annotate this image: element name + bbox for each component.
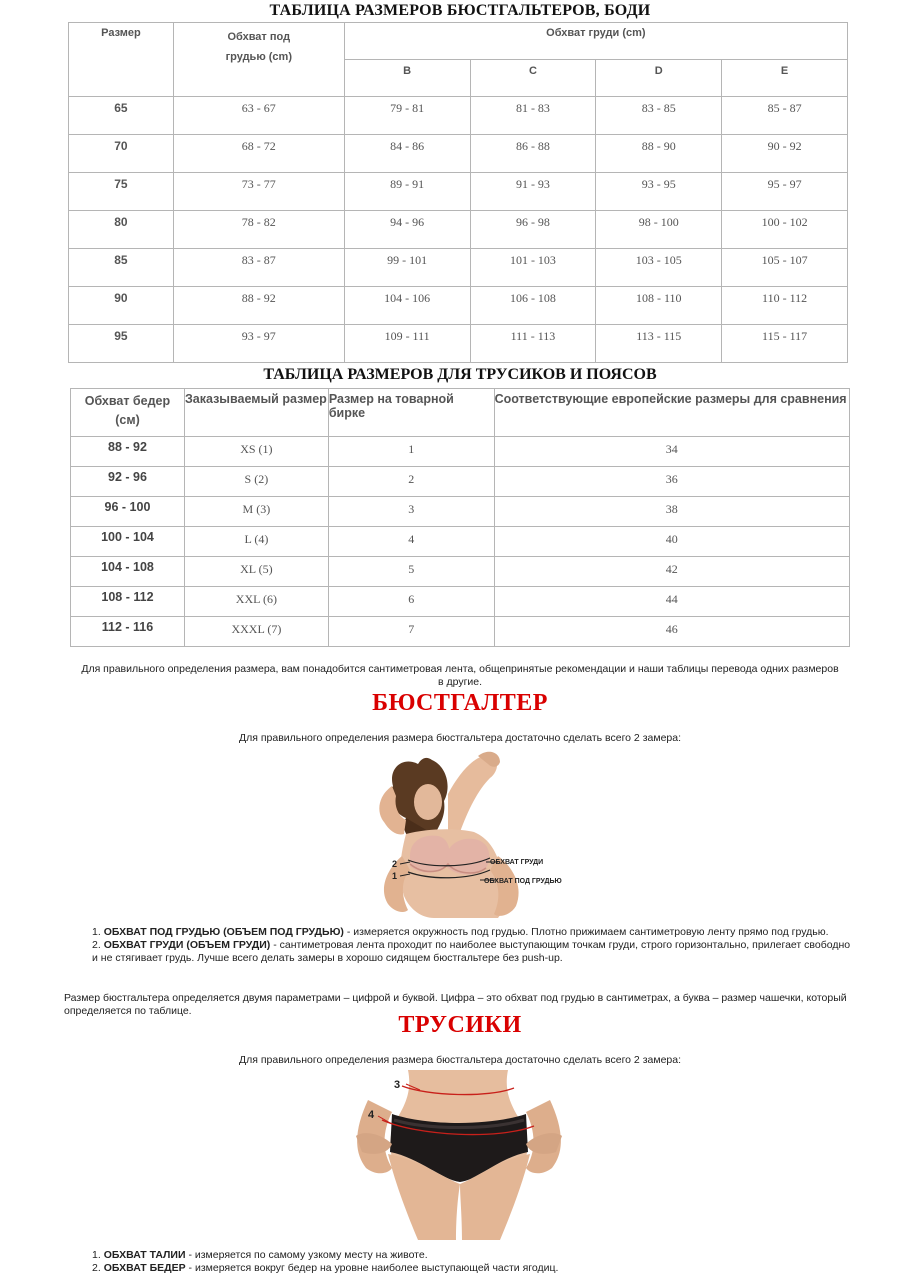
cell-tag-size: 3 [328, 497, 494, 527]
cell-cup: 81 - 83 [470, 97, 596, 135]
pant-instructions [64, 1249, 854, 1275]
pant-subtitle: Для правильного определения размера бюстгальтера достаточно сделать всего 2 замера: [239, 1054, 681, 1066]
cell-size: 65 [69, 97, 174, 135]
cell-cup: 109 - 111 [344, 325, 470, 363]
pant-item-1-title: ОБХВАТ ТАЛИИ [103, 1249, 186, 1261]
cell-cup: 86 - 88 [470, 135, 596, 173]
cell-order-size: XXXL (7) [184, 617, 328, 647]
cell-cup: 108 - 110 [596, 287, 722, 325]
cell-size: 80 [69, 211, 174, 249]
cell-hip: 112 - 116 [71, 617, 185, 647]
cell-hip: 88 - 92 [71, 437, 185, 467]
cell-order-size: XXL (6) [184, 587, 328, 617]
cell-cup: 79 - 81 [344, 97, 470, 135]
cell-eu-size: 40 [494, 527, 849, 557]
cell-cup: 85 - 87 [722, 97, 848, 135]
cell-underbust: 88 - 92 [173, 287, 344, 325]
table-row [71, 497, 850, 527]
header-order-size: Заказываемый размер [184, 389, 328, 437]
bra-size-note: Размер бюстгальтера определяется двумя параметрами – цифрой и буквой. Цифра – это обхват под грудью в сантиметрах, а буква – размер чашечки, который определяется по таблице. [64, 992, 847, 1017]
bra-measurement-photo [348, 746, 570, 918]
table-row [71, 587, 850, 617]
pant-item-2: 2. ОБХВАТ БЕДЕР - измеряется вокруг бедер на уровне наиболее выступающей части ягодиц. [92, 1262, 559, 1274]
table-row [69, 325, 848, 363]
bra-item-2: 2. ОБХВАТ ГРУДИ (ОБЪЕМ ГРУДИ) - сантиметровая лента проходит по наиболее выступающим точкам груди, строго горизонтально, прилегает свободно и не стягивает грудь. Лучше всего делать замеры в хорошо сидящем бюстгальтере без push-up. [92, 939, 851, 964]
table-row [71, 437, 850, 467]
cell-eu-size: 34 [494, 437, 849, 467]
table-row [69, 135, 848, 173]
cell-cup: 93 - 95 [596, 173, 722, 211]
cell-order-size: L (4) [184, 527, 328, 557]
cell-cup: 115 - 117 [722, 325, 848, 363]
pant-table-title: ТАБЛИЦА РАЗМЕРОВ ДЛЯ ТРУСИКОВ И ПОЯСОВ [263, 366, 657, 383]
cell-hip: 92 - 96 [71, 467, 185, 497]
bra-item-1-text: - измеряется окружность под грудью. Плотно прижимаем сантиметровую ленту прямо под грудью. [343, 926, 829, 938]
header-bust: Обхват груди (cm) [344, 23, 847, 60]
table-row [69, 287, 848, 325]
cell-eu-size: 46 [494, 617, 849, 647]
cell-size: 75 [69, 173, 174, 211]
cell-underbust: 63 - 67 [173, 97, 344, 135]
label-bust: ОБХВАТ ГРУДИ [490, 859, 544, 866]
cell-cup: 110 - 112 [722, 287, 848, 325]
header-cup-b: B [344, 60, 470, 97]
cell-cup: 96 - 98 [470, 211, 596, 249]
header-underbust: Обхват под грудью (cm) [173, 23, 344, 97]
table-row [69, 211, 848, 249]
cell-hip: 96 - 100 [71, 497, 185, 527]
woman-hips-illustration [348, 1070, 570, 1240]
header-tag-size: Размер на товарной бирке [328, 389, 494, 437]
table-row [71, 617, 850, 647]
cell-cup: 111 - 113 [470, 325, 596, 363]
table-row [69, 97, 848, 135]
cell-underbust: 78 - 82 [173, 211, 344, 249]
table-row [71, 527, 850, 557]
bra-subtitle: Для правильного определения размера бюстгальтера достаточно сделать всего 2 замера: [239, 732, 681, 744]
cell-cup: 83 - 85 [596, 97, 722, 135]
pant-measurement-photo [348, 1070, 570, 1240]
label-num-3: 3 [394, 1079, 401, 1091]
cell-cup: 91 - 93 [470, 173, 596, 211]
cell-eu-size: 44 [494, 587, 849, 617]
bra-item-1: 1. ОБХВАТ ПОД ГРУДЬЮ (ОБЪЕМ ПОД ГРУДЬЮ) - измеряется окружность под грудью. Плотно прижимаем сантиметровую ленту прямо под грудью. [92, 926, 829, 938]
label-num-1: 1 [392, 871, 398, 881]
cell-hip: 108 - 112 [71, 587, 185, 617]
bra-size-table [68, 22, 848, 363]
cell-eu-size: 38 [494, 497, 849, 527]
cell-order-size: XL (5) [184, 557, 328, 587]
cell-cup: 94 - 96 [344, 211, 470, 249]
table-row [71, 557, 850, 587]
cell-size: 95 [69, 325, 174, 363]
cell-cup: 104 - 106 [344, 287, 470, 325]
cell-hip: 100 - 104 [71, 527, 185, 557]
cell-order-size: XS (1) [184, 437, 328, 467]
pant-item-1-text: - измеряется по самому узкому месту на животе. [185, 1249, 428, 1261]
bra-item-2-text: - сантиметровая лента проходит по наиболее выступающим точкам груди, строго горизонтально, прилегает свободно и не стягивает грудь. Лучше всего делать замеры в хорошо сидящем бюстгальтере без push-up. [92, 939, 851, 964]
cell-tag-size: 7 [328, 617, 494, 647]
header-cup-e: E [722, 60, 848, 97]
bra-heading: БЮСТГАЛТЕР [372, 690, 548, 716]
header-cup-d: D [596, 60, 722, 97]
header-eu-size: Соответствующие европейские размеры для сравнения [494, 389, 849, 437]
pant-heading: ТРУСИКИ [398, 1012, 522, 1038]
cell-cup: 95 - 97 [722, 173, 848, 211]
bra-item-2-title: ОБХВАТ ГРУДИ (ОБЪЕМ ГРУДИ) [103, 939, 271, 951]
cell-underbust: 83 - 87 [173, 249, 344, 287]
cell-underbust: 68 - 72 [173, 135, 344, 173]
pant-item-1: 1. ОБХВАТ ТАЛИИ - измеряется по самому узкому месту на животе. [92, 1249, 428, 1261]
cell-tag-size: 6 [328, 587, 494, 617]
cell-order-size: S (2) [184, 467, 328, 497]
cell-cup: 103 - 105 [596, 249, 722, 287]
pant-item-2-text: - измеряется вокруг бедер на уровне наиболее выступающей части ягодиц. [185, 1262, 559, 1274]
cell-cup: 100 - 102 [722, 211, 848, 249]
cell-underbust: 93 - 97 [173, 325, 344, 363]
table-row [69, 249, 848, 287]
cell-cup: 98 - 100 [596, 211, 722, 249]
pant-size-table [70, 388, 850, 647]
cell-size: 90 [69, 287, 174, 325]
cell-cup: 90 - 92 [722, 135, 848, 173]
header-hip: Обхват бедер (см) [71, 389, 185, 437]
bra-item-1-title: ОБХВАТ ПОД ГРУДЬЮ (ОБЪЕМ ПОД ГРУДЬЮ) [103, 926, 344, 938]
label-num-4: 4 [368, 1109, 375, 1121]
bra-instructions [64, 926, 854, 965]
cell-underbust: 73 - 77 [173, 173, 344, 211]
cell-tag-size: 5 [328, 557, 494, 587]
cell-tag-size: 4 [328, 527, 494, 557]
table-row [71, 467, 850, 497]
cell-cup: 106 - 108 [470, 287, 596, 325]
cell-cup: 101 - 103 [470, 249, 596, 287]
cell-cup: 88 - 90 [596, 135, 722, 173]
cell-order-size: M (3) [184, 497, 328, 527]
cell-cup: 89 - 91 [344, 173, 470, 211]
cell-hip: 104 - 108 [71, 557, 185, 587]
cell-size: 70 [69, 135, 174, 173]
table-row [69, 173, 848, 211]
label-underbust: ОБХВАТ ПОД ГРУДЬЮ [484, 878, 562, 885]
intro-text: Для правильного определения размера, вам понадобится сантиметровая лента, общепринятые рекомендации и наши таблицы перевода одних размеров в другие. [81, 663, 839, 688]
bra-table-title: ТАБЛИЦА РАЗМЕРОВ БЮСТГАЛЬТЕРОВ, БОДИ [269, 2, 651, 19]
cell-eu-size: 42 [494, 557, 849, 587]
header-cup-c: C [470, 60, 596, 97]
pant-item-2-title: ОБХВАТ БЕДЕР [103, 1262, 186, 1274]
cell-cup: 84 - 86 [344, 135, 470, 173]
cell-cup: 113 - 115 [596, 325, 722, 363]
cell-cup: 99 - 101 [344, 249, 470, 287]
header-size: Размер [69, 23, 174, 97]
label-num-2: 2 [392, 859, 398, 869]
cell-tag-size: 2 [328, 467, 494, 497]
cell-tag-size: 1 [328, 437, 494, 467]
cell-eu-size: 36 [494, 467, 849, 497]
woman-bust-illustration [348, 746, 570, 918]
cell-cup: 105 - 107 [722, 249, 848, 287]
cell-size: 85 [69, 249, 174, 287]
